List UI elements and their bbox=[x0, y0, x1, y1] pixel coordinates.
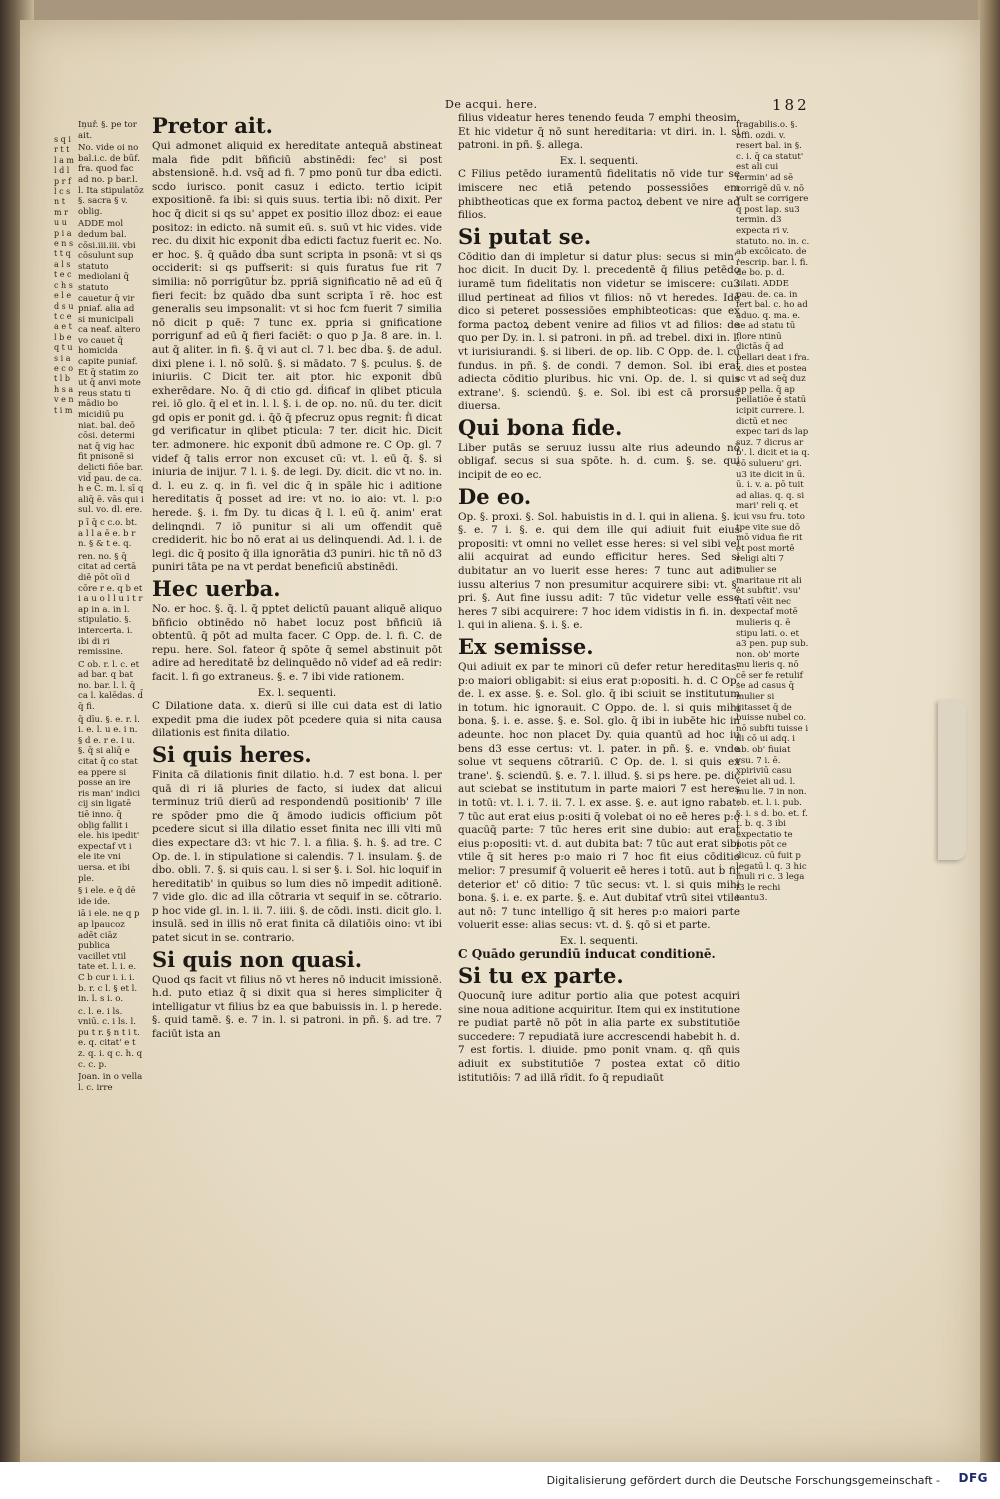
scanned-page bbox=[20, 20, 980, 1462]
gloss-entry: c. l. e. i ls. vniū. c. i ls. l. pu t r. § n t i t. e. q. citat' e t z. q. i. q c. h. q c. c. p. bbox=[78, 1006, 143, 1070]
paragraph: Qui adiuit ex par te minori cū defer retur hereditas: p:o maiori obligabit: si eius erat p:opositi. h. d. C Op. de. l. ex asse. §. e. Sol. glo. q̄ ibi sciuit se institutum in totum. hic ignorauit. C Oppo. de. l. si quis mihi bona. §. i. e. asse. §. e. Sol. glo. q̄ ibi in iubēte hic in adeunte. hoc non placet Dy. quia quantū ad hoc iu bens d3 esse certus: vt. l. pater. in pñ. §. e. vnde solue vt sequens cōtrariū. C Op. de. l. si quis ex trane'. §. sciendū. §. e. 7. l. illud. §. si ps here. pe. dic aut sciebat se institutum in parte maiori 7 est heres in totū: vt. l. i. 7. ii. 7. l. ex asse. §. e. aut igno rabat: 7 tūc aut erat eius p:ositi q̄ volebat oi no eē heres p:o quacūq̄ parte: 7 tūc heres erit sine dubio: aut erat eius p:opositi: vt. d. aut dubita bat: 7 tūc aut erat sibi vtile q̄ sit heres p:o maio ri 7 hoc fit eius cōditio melior: 7 presumif q̄ voluerit eē heres i totū. aut ḃ fit deterior et' cō ditio: 7 tūc secus: vt. l. si quis mihi bona. §. i. e. ex parte. §. e. Aut dubitaf vtrū sitei vtile aut nō: 7 tunc intelligo q̄ sit heres p:o maiori parte voluerit esse: alias secus: vt. d. §. qō si et parte. bbox=[458, 661, 740, 932]
left-marginal-gloss bbox=[78, 120, 144, 1320]
gloss-entry: q̄ dīu. §. e. r. l. i. e. l. u e. i n. § d e. r e. i u. §. q̄ si aliq̄ e citat q̄ co stat ea ppere si posse an ire ris man' indici cij sin ligatē tiē inno. q̄ obļig fallit i ele. his ipedit' expectaf vt i ele ite vni uersa. et ibi ple. bbox=[78, 714, 140, 884]
section-incipit: Si quis non quasi. bbox=[152, 946, 363, 972]
paragraph: C Dilatione data. x. dierū si ille cui data est di latio expedit pma die iudex pōt pcedere quia si nita causa dilationis est finita dilatio. bbox=[152, 700, 442, 740]
paragraph: Quocunq̄ iure aditur portio alia que potest acquiri sine noua aditione acquiritur. Item qui ex institutione re pudiat partē nō pōt in alia parte ex substitutiōe succedere: 7 repudiatā iure accrescendi habebit h. d. 7 est fortis. l. diuide. pmo ponit vnam. q. qñ quis adiuit ex substitutiōe 7 postea extat cō ditio istitutiōis: 7 ad illā rīdit. fo q̄ repudiaūt bbox=[458, 990, 740, 1084]
gloss-entry: Joan. in o vella l. c. irre bbox=[78, 1072, 143, 1093]
paragraph: Op. §. proxi. §. Sol. habuistis in d. l. qui in aliena. §. i. §. e. 7 i. §. e. qui dem ille qui adiuit fuit eius propositi: vt omni no vellet esse heres: si vel sibi vel alii acquirat ad eundo efficitur heres. Sed si dubitatur an vo luerit esse heres: 7 tunc aut adit iussu alterius 7 non presumitur acquirere sibi: vt. §. pri. §. Aut fine iussu adit: 7 tūc videtur velle esse heres 7 sibi acquirere: 7 hoc idem vidistis in fi. in. d. l. qui in aliena. §. i. §. e. bbox=[458, 510, 740, 632]
paragraph: No. er hoc. §. q̄. l. q̄ pptet delictū pauant aliquē aliquo bñficio obtinēdo nō habet locuz post bñficiū iā obtentū. q̄ pōt ad multa facer. C Opp. de. l. fi. C. de repu. here. Sol. fateor q̄ spōte q̄ semel abstinuit pōt adire ad hereditatē ḃz delinquēdo nō videf ad eā redir: facit. l. fi go extraneus. §. e. 7 ibi vide rationem. bbox=[152, 603, 442, 683]
section-incipit: Si tu ex parte. bbox=[458, 963, 624, 989]
gloss-entry: fragabilis.o. §. offi. ozdi. v. resert bal. in §. c. i. q̄ ca statut' est ali cui termin' ad sē corrigē dū v. nō vult se corrigere q̄ post lap. su3 termin. d3 expecta ri v. statuto. no. in. c. ab excōicato. de rescrip. bar. l. fi. de bo. p. d. silati. ADDE pau. de. ca. in fert bal. c. ho ad aduo. q. ma. e. se ad statu tū flore ntinū dictās q̄ ad pellari deat i fra. x. dies et postea sc vt ad seq̄ duz ap pella. q̄ ap pellatiōe ē statū icipit currere. l. dictū et nec expec tari ds lap suz. 7 dicrus ar b'. l. dicit et ia q. cō sulueru' gri. u3 ite dicit in ū. ū. i. v. a. pō tuit ad alias. q. q. si mari' reli q. et cui vsu fru. toto tpe vite sue dō mō vidua fie rit et post mortē religi alti 7 mulier se maritaue rit ali et subftit'. vsu' ftatī vēit nec expectaf motē mulieris q. ē stipu lati. o. et a3 pen. pup sub. non. ob' morte mu lieris q. nō cē ser fe retulif se ad casus q̄ mulier si gitasset q̄ de buisse nubel co. nō subfti tuisse i ili cō ui adq. i ab. ob' fiuiat vsu. 7 i. ē. xpiriviū casu veiet ali ud. l. mu lie. 7 in non. ob. et. l. i. pub. §. i. s d. bo. et. f. t. b. q. 3 ibi expectatio te potis pōt ce dicuz. cū fuit p legatū l. q. 3 hic muli ri c. 3 lega f3 le rechi tantu3. bbox=[736, 120, 810, 904]
gloss-entry: C ob. r. l. c. et ad bar. q bat no. bar. l. l. q̄ ca l. kalēdas. d̄ q̄ fi. bbox=[78, 659, 144, 713]
section-incipit: Pretor ait. bbox=[152, 113, 273, 138]
running-title: De acqui. here. bbox=[445, 98, 538, 111]
gloss-entry: ren. no. § q̄ citat ad certā diē pōt oīi d cōre r e. q b et i a u o l l u i t r ap in a. in l. stipulatio. §. intercerta. i. ibi di ri remissine. bbox=[78, 551, 143, 658]
section-incipit: Hec uerba. bbox=[152, 576, 281, 601]
section-incipit: Ex semisse. bbox=[458, 634, 594, 659]
folio-number: 182 bbox=[772, 96, 810, 114]
gloss-entry: § i ele. e q̄ dē ide ide. bbox=[78, 886, 136, 907]
ex-lege-sequenti: Ex. l. sequenti. bbox=[559, 154, 639, 167]
footer-bar bbox=[0, 1462, 1000, 1499]
paragraph: Cōditio dan di impletur si datur plus: secus si min'. hoc dicit. In ducit Dy. l. precedentē q̄ filius petēdo iuramē tum fidelitatis non videtur se imiscere: cu3 illud pertineat ad filios vt filios: nō vt heredes. Idē dico si peteret possessiōes emphibteoticas: que ex forma pactoꝝ debent venire ad filios vt ad filios: de quo per Dy. in. l. si patroni. in pñ. ad trebel. dixi in. l. vt iurisiurandi. §. si liberi. de op. lib. C Opp. de. l. cu fundus. in pñ. §. de condi. 7 demon. Sol. ibi erat adiecta cōditio pluribus. hic vni. Op. de. l. si quis extrane'. §. sciendū. §. e. Sol. ibi est cā prorsus diuersa. bbox=[458, 250, 740, 413]
adjacent-page-fragment: s q i r t t l a m l d l p r f l c s n t m r u u p i a e n s t t q a l s t e c c h s e l e d s u t c e a e t l b e q t u s i a e c o t l b h s a v e n t i m bbox=[54, 135, 74, 415]
paragraph: C Quādo gerundiū inducat conditionē. bbox=[458, 947, 716, 962]
dfg-logo-icon: DFG bbox=[958, 1471, 988, 1485]
section-incipit: Si quis heres. bbox=[152, 741, 312, 767]
paragraph: filius videatur heres tenendo feuda 7 emphi theosim. Et hic videtur q̄ nō sunt hereditaria: vt diri. in. l. si patroni. in pñ. §. allega. bbox=[458, 112, 740, 152]
page-clip-tab bbox=[938, 700, 966, 860]
section-incipit: Qui bona fide. bbox=[458, 414, 623, 440]
funding-notice: Digitalisierung gefördert durch die Deutsche Forschungsgemeinschaft - bbox=[546, 1474, 940, 1487]
paragraph: C Filius petēdo iuramentū fidelitatis nō vide tur se imiscere nec etiā petendo possessiōes em phibtheoticas que ex forma pactoꝝ debent ve nire ad filios. bbox=[458, 168, 740, 222]
gloss-entry: Iņuř. §. pe tor ait. bbox=[78, 120, 137, 141]
paragraph: Qui admonet aliquid ex hereditate antequā abstineat mala fide pdit bñficiū abstinēdi: fec' si post abstensionē. h.d. vsq̄ ad fi. 7 pmo ponū tur ḋba edicti. scdo iurisco. ponit casuz i edicto. tertio icipit expositionē. fa ibi: si quis suus. tertia ibi: nō dixit. Per hoc q̄ dicit si qs su' appet ex positio illoz ḋboz: ei eaue positoz: in edicto. nā sumit eū. s. suū vt hic vides. vide rec. du dixit hic exponit ḋba edicti factuz fuerit ec. No. er hoc. §. q̄ quādo ḋba sunt scripta in psonā: vt si qs occiderit: si qs puffserit: si quis furatus fue rit 7 similia: nō porrigūtur ḃz. ppriā significatio nē ad eū q̄ fieri fecit: ḃz quādo ḋba sunt scripta ī rē. hoc est generalis seu impsonalit: vt si hoc fcm fuerit 7 similia nō dicit p quē: 7 tunc ex. ppria si gnificatione porrigunf ad eū q̄ fieri faciēt: o quo p Ja. 8 are. in. l. aut q̄ aliter. in fi. §. q̄ vi aut cl. 7 l. bec ḋba. §. de adul. dixi plene i. l. nō solū. §. si mādato. 7 §. pculus. §. de iniuriis. C Dicit ter. ait ptor. hic exponit ḋbū exherēdare. No. q̄ di ctio gd. ḋificaf in qlibet pticula rei. iō glo. q̄ el et in. l. l. §. i. de op. no. nū. du ter. dicit gd opis er ponit gd. i. q̄ō q̄ pfecruz opus regnit: ḟi dicat gd verificatur in qlibet pticula: 7 ter. dicit hic. Dicit ter. admonere. hic exponit ḋbū admone re. C Op. gl. 7 videf q̄ talis error non excuset cū: vt. l. eū q̄. §. si iniuria de inijur. 7 l. i. §. de legi. Dy. dicit. dic vt no. in. d. l. eu z. q. in fi. vel dic q̄ in spāle hic i aditione hereditatis q̄ posset ad ire: vt no. io aio: vt. l. p:o herede. §. i. fm Dy. tu dicas q̄ l. l. eū q̄. anim' erat delinqndi. 7 iō punitur si ali um offendit quē crediderit. hic ḃo nō erat ai us delinquendi. Ad. l. i. de legi. dic q̄ posito q̄ illa ignorātia d3 puniri. hic tñ nō d3 puniri tāta pe na vt perdat beneficiū abstinēdi. bbox=[152, 140, 442, 574]
right-marginal-gloss bbox=[736, 120, 810, 1295]
text-column-1 bbox=[152, 112, 442, 1292]
gloss-entry: p ī q̄ c c.o. bt. a l l a ē e. b r n. § & t e. q. bbox=[78, 517, 138, 550]
section-incipit: Si putat se. bbox=[458, 223, 592, 249]
gloss-entry: ADDE mol dedum bal. cōsi.iii.iii. vbi cōsulunt sup statuto mediolani q̄ statuto cauetur q̄ vir pniaf. alia ad si municipali ca neaf. altero vo cauet q̄ homicida capite puniaf. Et q̄ statim zo ut q̄ anvi mote reus statu ti mādio bo micidiū pu niat. bal. deō cōsi. determi nat q̄ vig hac fit pnisonē si delicti fiōe bar. vid̄ pau. de ca. h e C̄. m. l. sī q aliq̄ ē. vās qui i sul. vo. dl. ere. bbox=[78, 219, 144, 516]
gloss-entry: No. vide oi no bal.i.c. de būf. fra. quod fac ad no. p bar.l. l. Ita stipulatōz §. sacra § v. oblig. bbox=[78, 143, 144, 217]
paragraph: Liber putās se seruuz iussu alte rius adeundo nō obligaf. secus si sua spōte. h. d. cum. §. se. qui incipit de eo ec. bbox=[458, 441, 740, 482]
text-column-2 bbox=[458, 112, 740, 1292]
gloss-entry: iā i ele. ne q p ap lpaucoz adēt ciāz publica vacillet vtil tate et. l. i. e. C b cur i. i. i. b. r. c l. § et l. in. l. s i. o. bbox=[78, 909, 140, 1005]
ex-lege-sequenti: Ex. l. sequenti. bbox=[559, 934, 639, 947]
ex-lege-sequenti: Ex. l. sequenti. bbox=[257, 686, 337, 699]
book-edge-right bbox=[978, 0, 1000, 1462]
paragraph: Quod qs facit vt filius nō vt heres nō inducit imissionē. h.d. puto etiaz q̄ si dixit qua si heres simpliciter q̄ intelligatur vt filius ḃz ea que babuissis in. l. p herede. §. quid tamē. §. e. 7 in. l. si patroni. in pñ. §. ad tre. 7 faciūt ista an bbox=[152, 973, 442, 1041]
section-incipit: De eo. bbox=[458, 483, 532, 509]
paragraph: Finita cā dilationis finit dilatio. h.d. 7 est bona. l. per quā di ri iā pluries de facto, si iudex dat alicui terminuz triū dierū ad respondendū positionib' 7 ille re spōder pmo die q̄ ämodo iudicis officium pōt pcedere sicut si illa dilatio esset finita nec illi vlti mū dies expectare d3: vt hic 7. l. a filia. §. h. §. ad tre. C Op. de. l. in stipulatione si calendis. 7 l. insulam. §. de ḋbo. obli. 7. §. si quis cau. l. si ser §. i. Sol. hic loquif in hereditatib' in quibus so lum dies nō impedit aditionē. 7 vide glo. dic ad illa cōtraria vt sequif in se. cōtrario. p hoc vide gl. in. l. ii. 7. iiii. §. de cōdi. insti. dicit glo. l. insulā. sed in illis nō erat finita cā dilatiōis oino: vt ibi patet sicut in se. contrario. bbox=[152, 768, 442, 945]
